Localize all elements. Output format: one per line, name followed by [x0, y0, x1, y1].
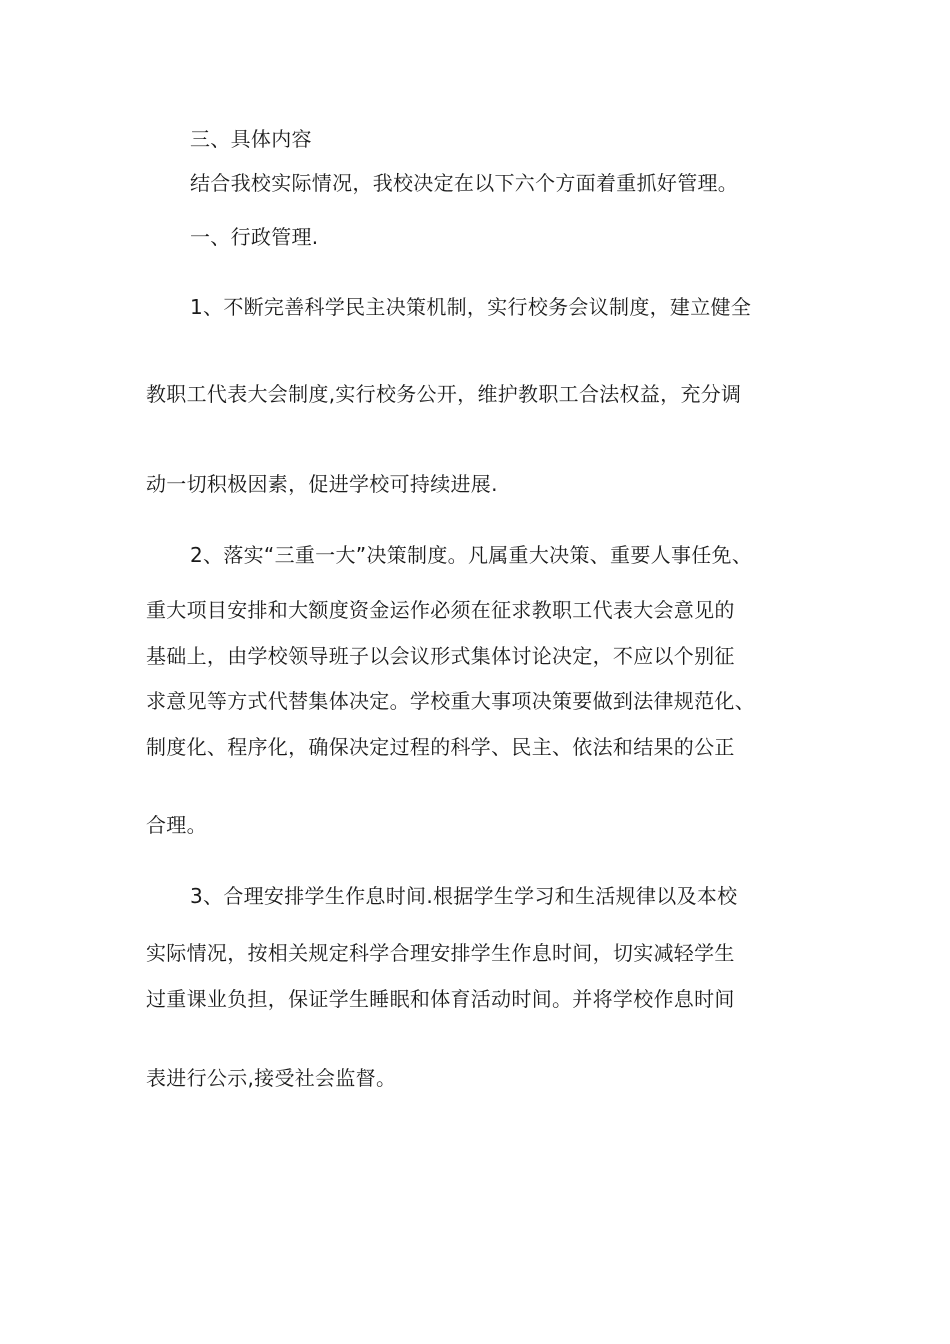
- item-2-line-3: 基础上，由学校领导班子以会议形式集体讨论决定，不应以个别征: [146, 644, 735, 668]
- item-3-line-4: 表进行公示,接受社会监督。: [146, 1066, 397, 1090]
- item-2-line-2: 重大项目安排和大额度资金运作必须在征求教职工代表大会意见的: [146, 598, 735, 622]
- item-3-line-2: 实际情况，按相关规定科学合理安排学生作息时间，切实减轻学生: [146, 941, 735, 965]
- item-1-line-2: 教职工代表大会制度,实行校务公开，维护教职工合法权益，充分调: [146, 382, 742, 406]
- item-2-line-4: 求意见等方式代替集体决定。学校重大事项决策要做到法律规范化、: [146, 689, 755, 713]
- item-2-line-6: 合理。: [146, 813, 207, 837]
- item-1-line-3: 动一切积极因素，促进学校可持续进展.: [146, 472, 498, 496]
- item-2-line-1: 2、落实“三重一大”决策制度。凡属重大决策、重要人事任免、: [190, 543, 753, 567]
- subheading-administration: 一、行政管理.: [190, 225, 319, 249]
- section-heading: 三、具体内容: [190, 127, 312, 151]
- item-1-line-1: 1、不断完善科学民主决策机制，实行校务会议制度，建立健全: [190, 295, 752, 319]
- item-3-line-1: 3、合理安排学生作息时间.根据学生学习和生活规律以及本校: [190, 884, 738, 908]
- item-2-line-5: 制度化、程序化，确保决定过程的科学、民主、依法和结果的公正: [146, 735, 735, 759]
- item-3-line-3: 过重课业负担，保证学生睡眠和体育活动时间。并将学校作息时间: [146, 987, 735, 1011]
- intro-paragraph: 结合我校实际情况，我校决定在以下六个方面着重抓好管理。: [190, 171, 739, 195]
